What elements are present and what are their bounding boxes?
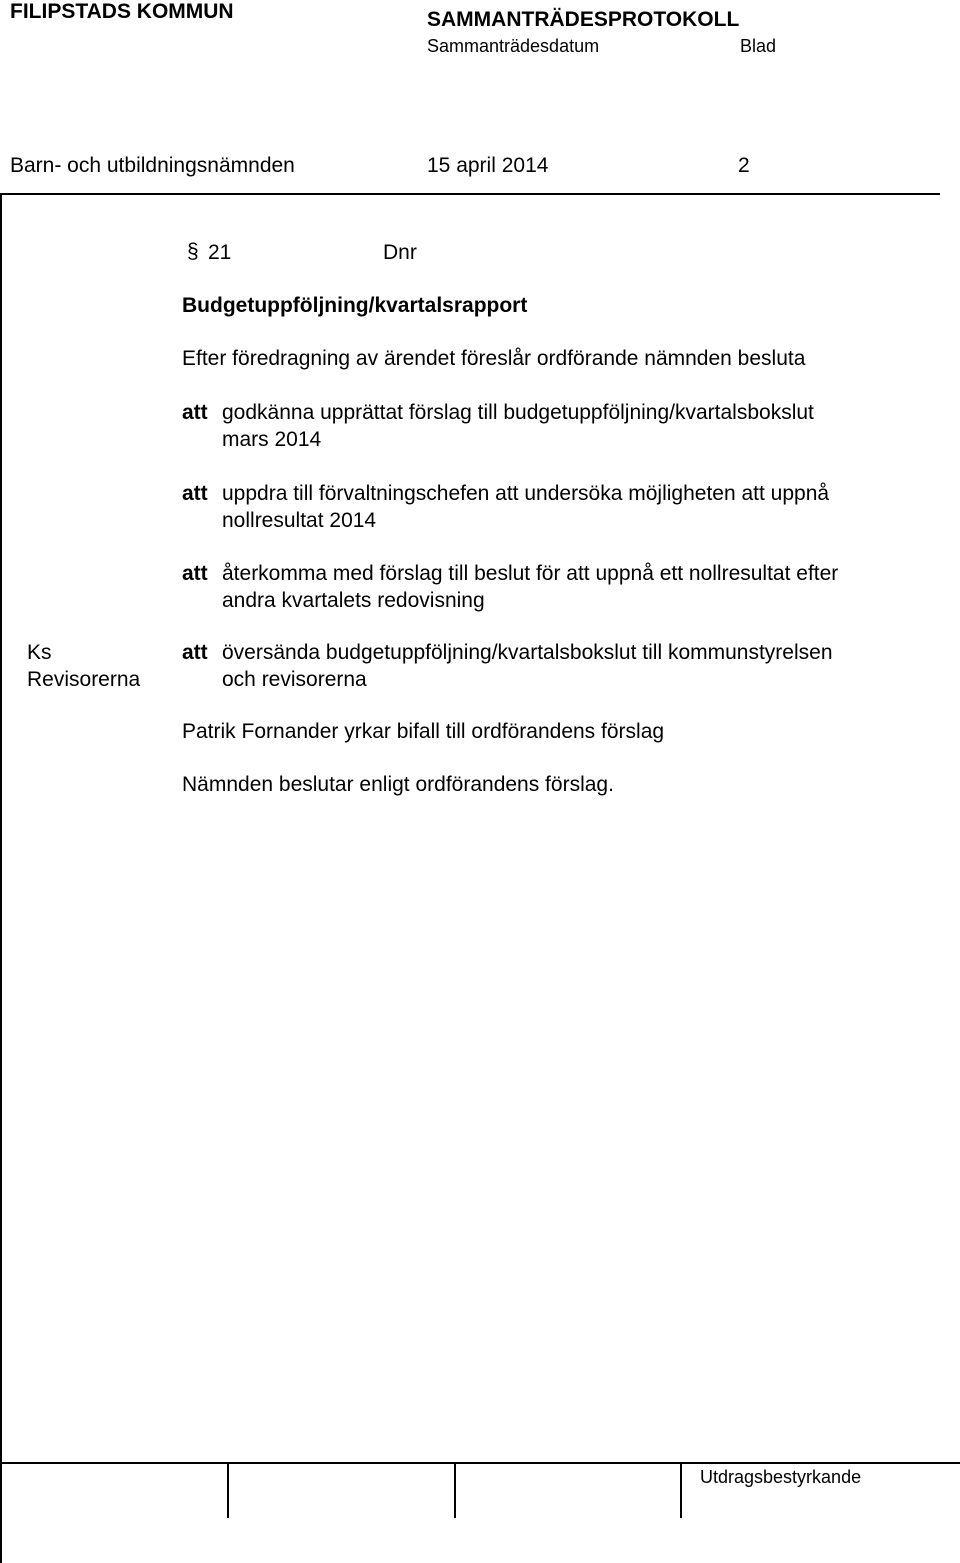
frame-top-rule (0, 193, 940, 195)
footer-top-rule (0, 1462, 960, 1464)
distribution-recipient: Ks (27, 641, 52, 664)
decision-keyword: att (182, 401, 208, 424)
decision-statement: Nämnden beslutar enligt ordförandens förslag. (182, 773, 614, 796)
decision-line: nollresultat 2014 (222, 509, 377, 532)
decision-line: översända budgetuppföljning/kvartalsbokslut till kommunstyrelsen (222, 641, 833, 664)
decision-keyword: att (182, 562, 208, 585)
certification-label: Utdragsbestyrkande (700, 1467, 862, 1487)
section-title: Budgetuppföljning/kvartalsrapport (182, 294, 528, 317)
decision-line: mars 2014 (222, 428, 322, 451)
organization-name: FILIPSTADS KOMMUN (10, 0, 234, 23)
distribution-list (27, 639, 140, 693)
distribution-recipient: Revisorerna (27, 668, 141, 691)
decision-line: och revisorerna (222, 668, 367, 691)
page-number: 2 (738, 154, 750, 177)
decision-item (182, 560, 942, 614)
section-number: 21 (208, 241, 232, 264)
intro-text: Efter föredragning av ärendet föreslår ordförande nämnden besluta (182, 347, 806, 370)
meeting-date: 15 april 2014 (427, 154, 549, 177)
signature-box-divider (680, 1462, 682, 1518)
decision-item (182, 480, 942, 534)
decision-item (182, 639, 942, 693)
committee-name: Barn- och utbildningsnämnden (10, 154, 295, 177)
decision-line: andra kvartalets redovisning (222, 589, 485, 612)
decision-keyword: att (182, 482, 208, 505)
decision-line: godkänna upprättat förslag till budgetuppföljning/kvartalsbokslut (222, 401, 814, 424)
decision-item (182, 399, 942, 453)
dnr-label: Dnr (383, 241, 417, 264)
signature-box-divider (454, 1462, 456, 1518)
frame-left-rule (0, 193, 2, 1563)
signature-box-divider (227, 1462, 229, 1518)
document-type: SAMMANTRÄDESPROTOKOLL (427, 8, 740, 31)
date-label: Sammanträdesdatum (427, 36, 600, 56)
decision-keyword: att (182, 641, 208, 664)
decision-line: återkomma med förslag till beslut för att uppnå ett nollresultat efter (222, 562, 839, 585)
page-label: Blad (740, 36, 777, 56)
motion-statement: Patrik Fornander yrkar bifall till ordförandens förslag (182, 720, 665, 743)
decision-line: uppdra till förvaltningschefen att undersöka möjligheten att uppnå (222, 482, 830, 505)
section-symbol: § (187, 240, 199, 263)
